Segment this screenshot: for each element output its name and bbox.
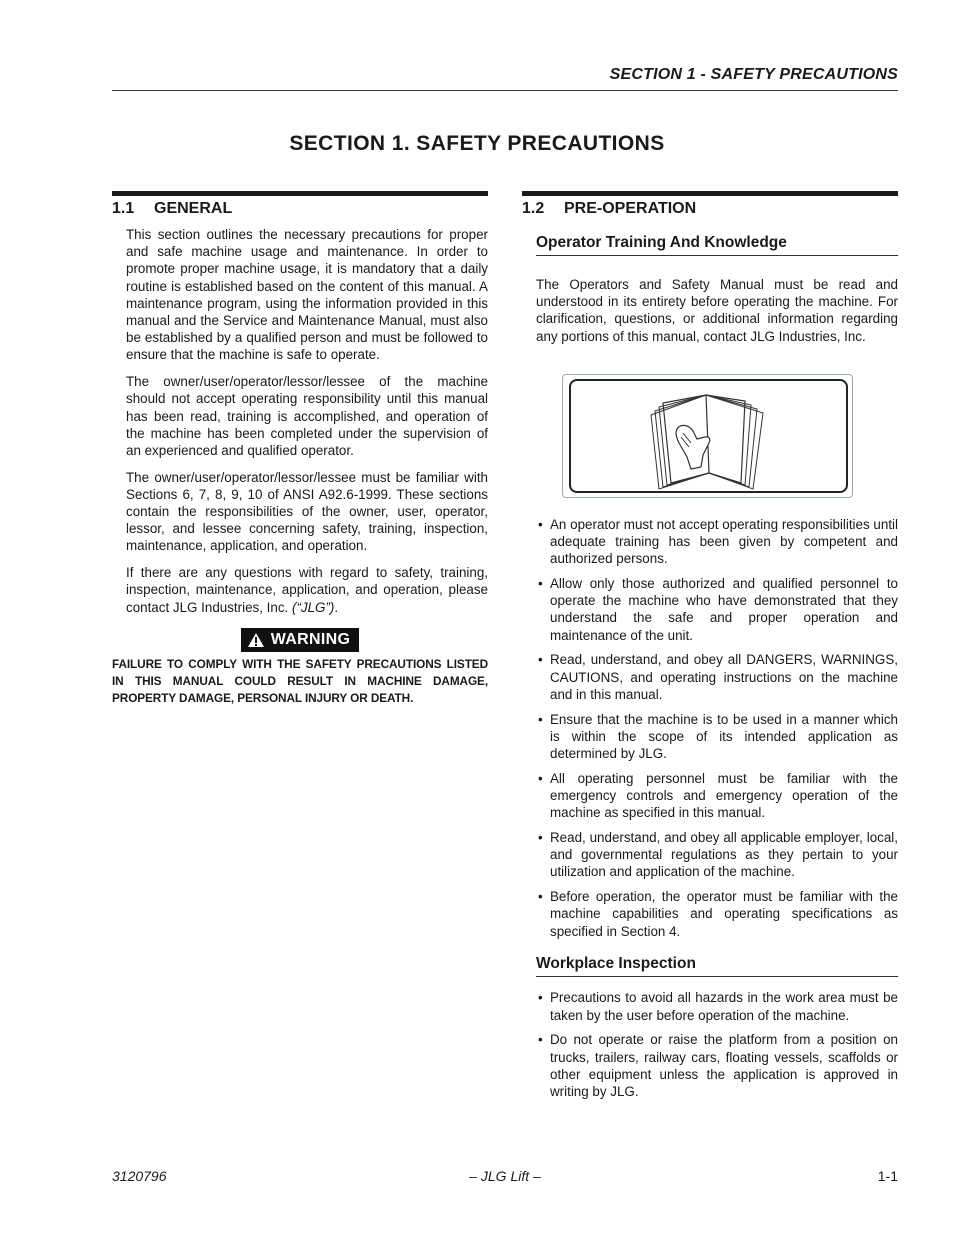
left-column xyxy=(112,191,488,707)
paragraph-text: If there are any questions with regard to safety, training, inspection, maintenance, application, and operation, please contact JLG Industries, Inc. xyxy=(126,565,488,615)
warning-text: FAILURE TO COMPLY WITH THE SAFETY PRECAUTIONS LISTED IN THIS MANUAL COULD RESULT IN MACHINE DAMAGE, PROPERTY DAMAGE, PERSONAL INJURY OR DEATH. xyxy=(112,656,488,706)
section-divider xyxy=(522,191,898,196)
section-heading-pre-operation xyxy=(522,200,898,218)
subheading-operator-training: Operator Training And Knowledge xyxy=(536,234,898,256)
warning-label: WARNING xyxy=(270,630,351,648)
list-item: • Do not operate or raise the platform from a position on trucks, trailers, railway cars, floating vessels, scaffolds or other equipment unless the application is approved in writing by JLG. xyxy=(536,1031,898,1100)
paragraph xyxy=(126,564,488,616)
warning-block xyxy=(112,628,488,653)
section-number: 1.2 xyxy=(522,200,545,217)
paragraph-italic: (“JLG”) xyxy=(291,599,335,615)
paragraph: This section outlines the necessary precautions for proper and safe machine usage and maintenance. In order to promote proper machine usage, it is mandatory that a daily routine is established based on the content of this manual. A maintenance program, using the information provided in this manual and the Service and Maintenance Manual, must also be established by a qualified person and must be followed to ensure that the machine is safe to operate. xyxy=(126,227,488,363)
training-bullet-list xyxy=(536,516,898,940)
subheading-workplace-inspection: Workplace Inspection xyxy=(536,955,898,977)
list-item: • All operating personnel must be familiar with the emergency controls and emergency operation of the machine as specified in this manual. xyxy=(536,770,898,822)
workplace-bullet-list xyxy=(536,989,898,1100)
list-item: • Allow only those authorized and qualified personnel to operate the machine who have demonstrated that they understand the safe and proper operation and maintenance of the unit. xyxy=(536,575,898,644)
right-column xyxy=(522,191,898,1108)
page-number: 1-1 xyxy=(877,1168,898,1184)
paragraph: The owner/user/operator/lessor/lessee must be familiar with Sections 6, 7, 8, 9, 10 of ANSI A92.6-1999. These sections contain the responsibilities of the owner, user, operator, lessor, and lessee concerning safety, training, inspection, maintenance, application, and operation. xyxy=(126,469,488,554)
header-title: SECTION 1 - SAFETY PRECAUTIONS xyxy=(609,66,898,83)
page-header xyxy=(112,64,898,91)
section-number: 1.1 xyxy=(112,200,135,217)
section-heading-general xyxy=(112,200,488,218)
illustration-frame xyxy=(569,379,848,493)
section-title: GENERAL xyxy=(154,200,233,217)
warning-triangle-icon xyxy=(247,632,265,648)
list-item: • Before operation, the operator must be familiar with the machine capabilities and operating specifications as specified in Section 4. xyxy=(536,888,898,940)
warning-badge xyxy=(241,628,359,652)
section-title: PRE-OPERATION xyxy=(564,200,697,217)
manual-illustration xyxy=(562,374,853,498)
list-item: • Read, understand, and obey all DANGERS, WARNINGS, CAUTIONS, and operating instructions on the machine and in this manual. xyxy=(536,651,898,703)
section-divider xyxy=(112,191,488,196)
page-title: SECTION 1. SAFETY PRECAUTIONS xyxy=(289,132,665,155)
manual-read-icon xyxy=(633,383,783,493)
footer-brand: – JLG Lift – xyxy=(469,1168,541,1184)
list-item: • Precautions to avoid all hazards in the work area must be taken by the user before operation of the machine. xyxy=(536,989,898,1023)
paragraph: The owner/user/operator/lessor/lessee of the machine should not accept operating responsibility until this manual has been read, training is accomplished, and operation of the machine has been completed under the supervision of an experienced and qualified operator. xyxy=(126,374,488,458)
paragraph-end: . xyxy=(334,599,339,615)
doc-number: 3120796 xyxy=(112,1168,167,1184)
list-item: • Ensure that the machine is to be used in a manner which is within the scope of its intended application as determined by JLG. xyxy=(536,711,898,763)
list-item: • An operator must not accept operating responsibilities until adequate training has been given by competent and authorized persons. xyxy=(536,516,898,568)
list-item: • Read, understand, and obey all applicable employer, local, and governmental regulations as they pertain to your utilization and application of the machine. xyxy=(536,829,898,881)
paragraph: The Operators and Safety Manual must be read and understood in its entirety before operating the machine. For clarification, questions, or additional information regarding any portions of this manual, contact JLG Industries, Inc. xyxy=(536,277,898,344)
